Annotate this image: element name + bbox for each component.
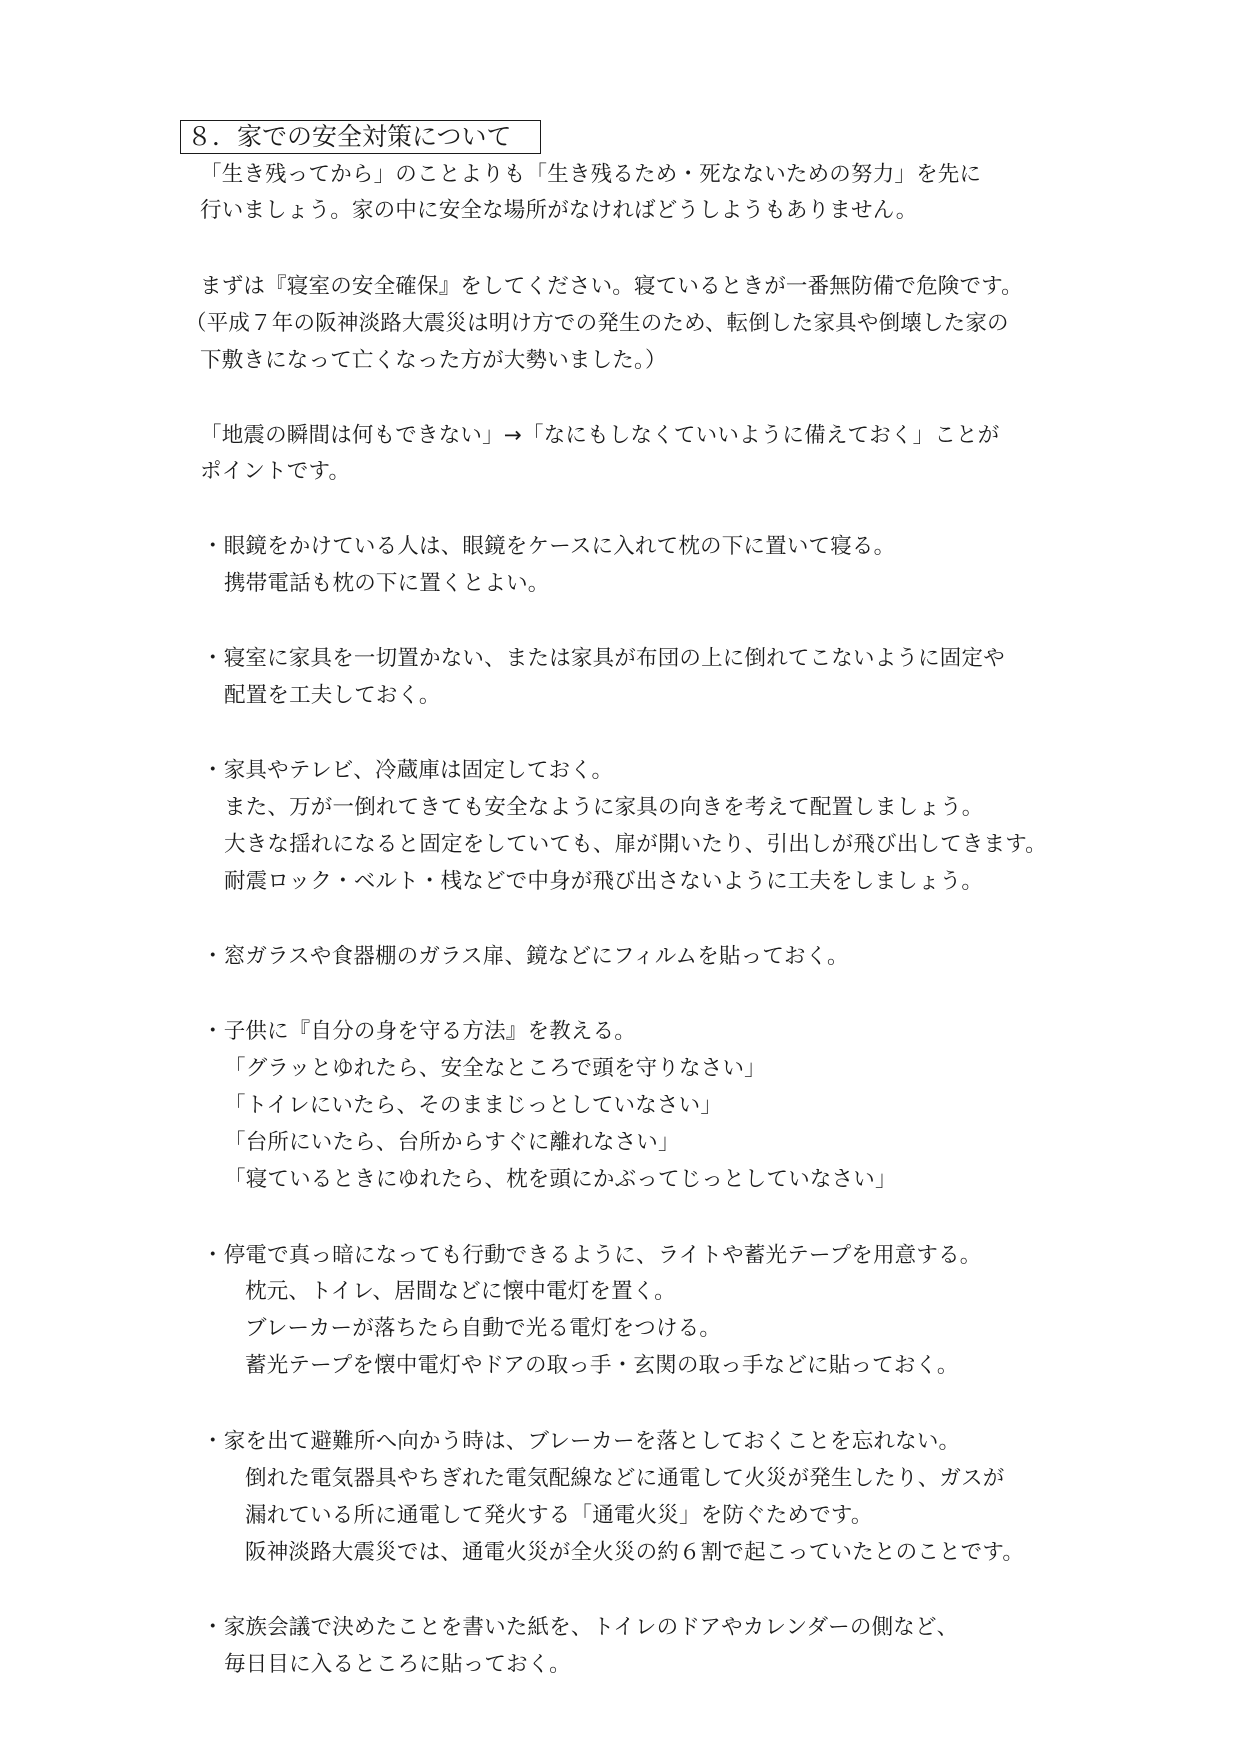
item6-line-1: ・停電で真っ暗になっても行動できるように、ライトや蓄光テープを用意する。 bbox=[202, 1243, 982, 1268]
item7-line-2: 倒れた電気器具やちぎれた電気配線などに通電して火災が発生したり、ガスが bbox=[245, 1466, 1005, 1491]
item7-line-3: 漏れている所に通電して発火する「通電火災」を防ぐためです。 bbox=[245, 1503, 873, 1528]
item7-line-1: ・家を出て避難所へ向かう時は、ブレーカーを落としておくことを忘れない。 bbox=[202, 1429, 961, 1454]
item2-line-1: ・寝室に家具を一切置かない、または家具が布団の上に倒れてこないように固定や bbox=[202, 646, 1005, 671]
item6-line-4: 蓄光テープを懐中電灯やドアの取っ手・玄関の取っ手などに貼っておく。 bbox=[245, 1353, 959, 1378]
point-line-2: ポイントです。 bbox=[200, 459, 351, 484]
item3-line-3: 大きな揺れになると固定をしていても、扉が開いたり、引出しが飛び出してきます。 bbox=[224, 832, 1047, 857]
item8-line-2: 毎日目に入るところに貼っておく。 bbox=[224, 1652, 571, 1677]
item5-line-1: ・子供に『自分の身を守る方法』を教える。 bbox=[202, 1019, 637, 1044]
bedroom-line-3: 下敷きになって亡くなった方が大勢いました。） bbox=[200, 348, 667, 373]
item1-line-2: 携帯電話も枕の下に置くとよい。 bbox=[224, 571, 550, 596]
intro-line-2: 行いましょう。家の中に安全な場所がなければどうしようもありません。 bbox=[200, 198, 918, 223]
section-heading: ８．家での安全対策について bbox=[180, 120, 541, 154]
bedroom-line-1: まずは『寝室の安全確保』をしてください。寝ているときが一番無防備で危険です。 bbox=[200, 274, 1023, 299]
item5-line-2: 「グラッとゆれたら、安全なところで頭を守りなさい」 bbox=[224, 1056, 766, 1081]
item3-line-1: ・家具やテレビ、冷蔵庫は固定しておく。 bbox=[202, 758, 614, 783]
item1-line-1: ・眼鏡をかけている人は、眼鏡をケースに入れて枕の下に置いて寝る。 bbox=[202, 534, 896, 559]
intro-line-1: 「生き残ってから」のことよりも「生き残るため・死なないための努力」を先に bbox=[200, 162, 982, 187]
point-line-1: 「地震の瞬間は何もできない」→「なにもしなくていいように備えておく」ことが bbox=[200, 423, 1000, 448]
item5-line-5: 「寝ているときにゆれたら、枕を頭にかぶってじっとしていなさい」 bbox=[224, 1167, 897, 1192]
item6-line-2: 枕元、トイレ、居間などに懐中電灯を置く。 bbox=[245, 1279, 676, 1304]
item8-line-1: ・家族会議で決めたことを書いた紙を、トイレのドアやカレンダーの側など、 bbox=[202, 1615, 959, 1640]
item2-line-2: 配置を工夫しておく。 bbox=[224, 683, 441, 708]
item4-line-1: ・窓ガラスや食器棚のガラス扉、鏡などにフィルムを貼っておく。 bbox=[202, 944, 849, 969]
item5-line-3: 「トイレにいたら、そのままじっとしていなさい」 bbox=[224, 1093, 723, 1118]
bedroom-line-2: （平成７年の阪神淡路大震災は明け方での発生のため、転倒した家具や倒壊した家の bbox=[185, 311, 1009, 336]
item5-line-4: 「台所にいたら、台所からすぐに離れなさい」 bbox=[224, 1130, 680, 1155]
item3-line-4: 耐震ロック・ベルト・桟などで中身が飛び出さないように工夫をしましょう。 bbox=[224, 869, 984, 894]
item3-line-2: また、万が一倒れてきても安全なように家具の向きを考えて配置しましょう。 bbox=[224, 795, 984, 820]
item7-line-4: 阪神淡路大震災では、通電火災が全火災の約６割で起こっていたとのことです。 bbox=[245, 1540, 1025, 1565]
item6-line-3: ブレーカーが落ちたら自動で光る電灯をつける。 bbox=[245, 1316, 722, 1341]
